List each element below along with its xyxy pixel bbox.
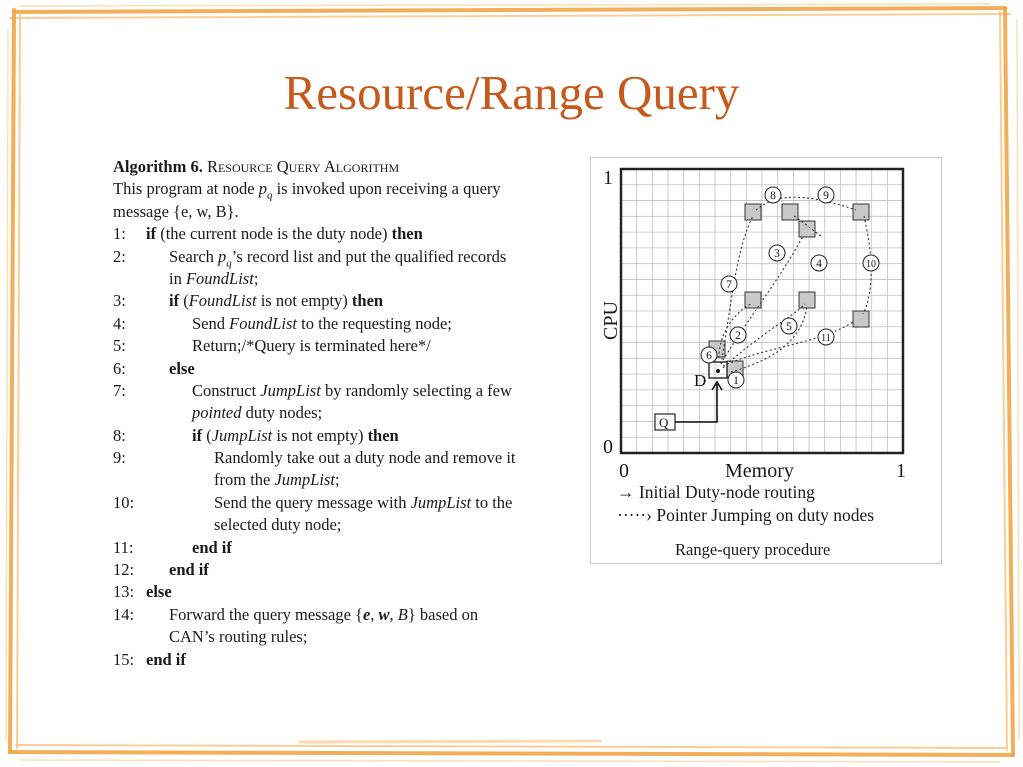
- duty-node-box: [745, 204, 761, 220]
- line-fragment: w: [378, 604, 390, 624]
- line-fragment: Construct: [192, 380, 261, 400]
- line-fragment: end if: [146, 649, 186, 669]
- line-fragment: to the: [471, 492, 513, 512]
- line-code: [214, 492, 512, 514]
- line-fragment: if: [192, 425, 203, 445]
- line-fragment: then: [367, 425, 399, 445]
- duty-node-d-label: D: [694, 371, 707, 390]
- y-tick-top: 1: [603, 167, 613, 189]
- step-label: 10: [866, 259, 876, 270]
- duty-node-box: [853, 311, 869, 327]
- line-number: 4:: [113, 313, 126, 333]
- line-fragment: q: [226, 256, 232, 269]
- duty-node-box: [853, 204, 869, 220]
- line-fragment: is not empty): [272, 425, 368, 445]
- algorithm-line: [113, 246, 588, 268]
- line-code: [169, 626, 307, 648]
- line-fragment: ,: [370, 604, 379, 624]
- line-code: [214, 469, 340, 491]
- line-fragment: } based on: [407, 604, 479, 624]
- step-label: 7: [726, 279, 732, 291]
- step-label: 11: [821, 333, 831, 344]
- line-code: [146, 649, 186, 671]
- slide-title: Resource/Range Query: [283, 65, 740, 120]
- step-label: 8: [770, 190, 776, 202]
- x-tick-left: 0: [619, 460, 629, 482]
- line-number: 5:: [113, 336, 126, 356]
- line-number: 13:: [113, 582, 135, 602]
- line-code: [169, 268, 258, 290]
- line-number: 7:: [113, 380, 126, 400]
- line-fragment: end if: [192, 537, 232, 557]
- step-label: 3: [774, 248, 780, 260]
- intro-var: p: [258, 179, 267, 199]
- line-fragment: then: [351, 291, 384, 311]
- line-fragment: from the: [214, 470, 275, 490]
- line-fragment: if: [146, 224, 157, 244]
- intro-text-2: message {e, w, B}.: [113, 201, 239, 221]
- line-code: [146, 223, 423, 245]
- line-fragment: Return;/*Query is terminated here*/: [192, 336, 431, 356]
- line-number: 1:: [113, 224, 126, 244]
- line-fragment: Forward the query message {: [169, 604, 363, 624]
- x-tick-right: 1: [896, 460, 906, 482]
- y-tick-bottom: 0: [603, 436, 613, 458]
- line-fragment: FoundList: [185, 268, 254, 288]
- line-fragment: by randomly selecting a few: [320, 380, 512, 400]
- line-fragment: e: [362, 604, 371, 624]
- algorithm-line: [113, 604, 588, 626]
- line-fragment: ’s record list and put the qualified records: [231, 246, 507, 266]
- line-fragment: (: [202, 425, 212, 445]
- line-fragment: in: [169, 268, 186, 288]
- algorithm-name: Resource Query Algorithm: [206, 157, 400, 176]
- line-fragment: selected duty node;: [214, 515, 342, 535]
- line-number: 14:: [113, 604, 135, 624]
- algorithm-line: [113, 425, 588, 447]
- algorithm-lines: [113, 223, 588, 671]
- line-number: 8:: [113, 425, 126, 445]
- algorithm-intro-line-1: [113, 178, 588, 200]
- line-fragment: JumpList: [410, 492, 472, 512]
- step-label: 6: [706, 350, 712, 362]
- step-label: 1: [733, 375, 739, 387]
- y-axis-label: CPU: [600, 301, 622, 340]
- legend-dotted: ·····› Pointer Jumping on duty nodes: [617, 505, 875, 525]
- line-fragment: JumpList: [260, 380, 321, 400]
- line-fragment: ;: [253, 268, 259, 288]
- intro-text-b: is invoked upon receiving a query: [272, 179, 501, 199]
- line-fragment: ;: [335, 470, 340, 490]
- algorithm-line: [113, 290, 588, 312]
- line-fragment: Search: [169, 246, 219, 266]
- algorithm-line: [113, 559, 588, 581]
- line-fragment: ,: [389, 604, 398, 624]
- line-fragment: FoundList: [188, 291, 257, 311]
- figure-caption: Range-query procedure: [675, 540, 831, 559]
- line-number: 12:: [113, 560, 135, 580]
- line-fragment: Send the query message with: [214, 492, 411, 512]
- line-code: [192, 425, 399, 447]
- algorithm-line: [113, 626, 588, 648]
- duty-node-box: [799, 292, 815, 308]
- x-axis-label: Memory: [725, 460, 794, 482]
- line-fragment: (: [179, 291, 189, 311]
- algorithm-intro-line-2: [113, 201, 588, 223]
- line-number: 2:: [113, 246, 126, 266]
- line-fragment: else: [169, 358, 195, 378]
- step-label: 4: [816, 258, 822, 270]
- step-label: 2: [735, 330, 741, 342]
- algorithm-line: [113, 537, 588, 559]
- algorithm-line: [113, 447, 588, 469]
- line-code: [214, 447, 516, 469]
- line-number: 9:: [113, 448, 126, 468]
- algorithm-header: [113, 156, 588, 178]
- line-fragment: Randomly take out a duty node and remove it: [214, 448, 516, 468]
- line-code: [192, 402, 322, 424]
- line-fragment: if: [169, 291, 180, 311]
- duty-node-d-point: [716, 369, 720, 373]
- line-fragment: JumpList: [211, 425, 273, 445]
- intro-text-a: This program at node: [113, 179, 259, 199]
- algorithm-line: [113, 268, 588, 290]
- line-code: [169, 290, 383, 312]
- line-code: [214, 514, 341, 536]
- algorithm-line: [113, 335, 588, 357]
- line-fragment: B: [397, 604, 408, 624]
- line-number: 11:: [113, 537, 134, 557]
- line-fragment: end if: [169, 560, 209, 580]
- line-fragment: to the requesting node;: [296, 313, 452, 333]
- line-number: 3:: [113, 291, 126, 311]
- line-number: 15:: [113, 649, 135, 669]
- line-fragment: (the current node is the duty node): [156, 224, 392, 244]
- line-code: [192, 313, 452, 335]
- algorithm-line: [113, 402, 588, 424]
- line-code: [192, 335, 431, 357]
- algorithm-line: [113, 469, 588, 491]
- line-fragment: Send: [192, 313, 230, 333]
- line-fragment: JumpList: [274, 470, 335, 490]
- duty-node-box: [745, 292, 761, 308]
- line-fragment: is not empty): [256, 291, 352, 311]
- algorithm-line: [113, 492, 588, 514]
- algorithm-line: [113, 514, 588, 536]
- duty-node-box: [799, 221, 815, 237]
- line-fragment: else: [146, 582, 172, 602]
- algorithm-line: [113, 581, 588, 603]
- line-fragment: duty nodes;: [241, 403, 323, 423]
- line-code: [146, 581, 172, 603]
- step-label: 9: [823, 190, 829, 202]
- line-code: [169, 604, 478, 626]
- step-label: 5: [786, 321, 792, 333]
- algorithm-label: Algorithm 6.: [113, 157, 203, 176]
- duty-node-box: [782, 204, 798, 220]
- algorithm-block: [113, 156, 588, 671]
- line-fragment: then: [391, 224, 423, 244]
- algorithm-line: [113, 649, 588, 671]
- line-fragment: pointed: [192, 403, 242, 423]
- line-code: [192, 537, 232, 559]
- line-number: 6:: [113, 358, 126, 378]
- line-number: 10:: [113, 492, 135, 512]
- algorithm-line: [113, 313, 588, 335]
- legend-solid: → Initial Duty-node routing: [617, 482, 815, 502]
- line-code: [169, 358, 195, 380]
- line-code: [192, 380, 512, 402]
- intro-sub: q: [266, 189, 273, 202]
- query-node-label: Q: [659, 415, 669, 430]
- algorithm-line: [113, 223, 588, 245]
- line-code: [169, 559, 209, 581]
- algorithm-line: [113, 358, 588, 380]
- range-query-figure: [590, 157, 942, 564]
- line-fragment: CAN’s routing rules;: [169, 627, 308, 647]
- algorithm-line: [113, 380, 588, 402]
- line-fragment: FoundList: [229, 313, 297, 333]
- line-fragment: p: [218, 246, 227, 266]
